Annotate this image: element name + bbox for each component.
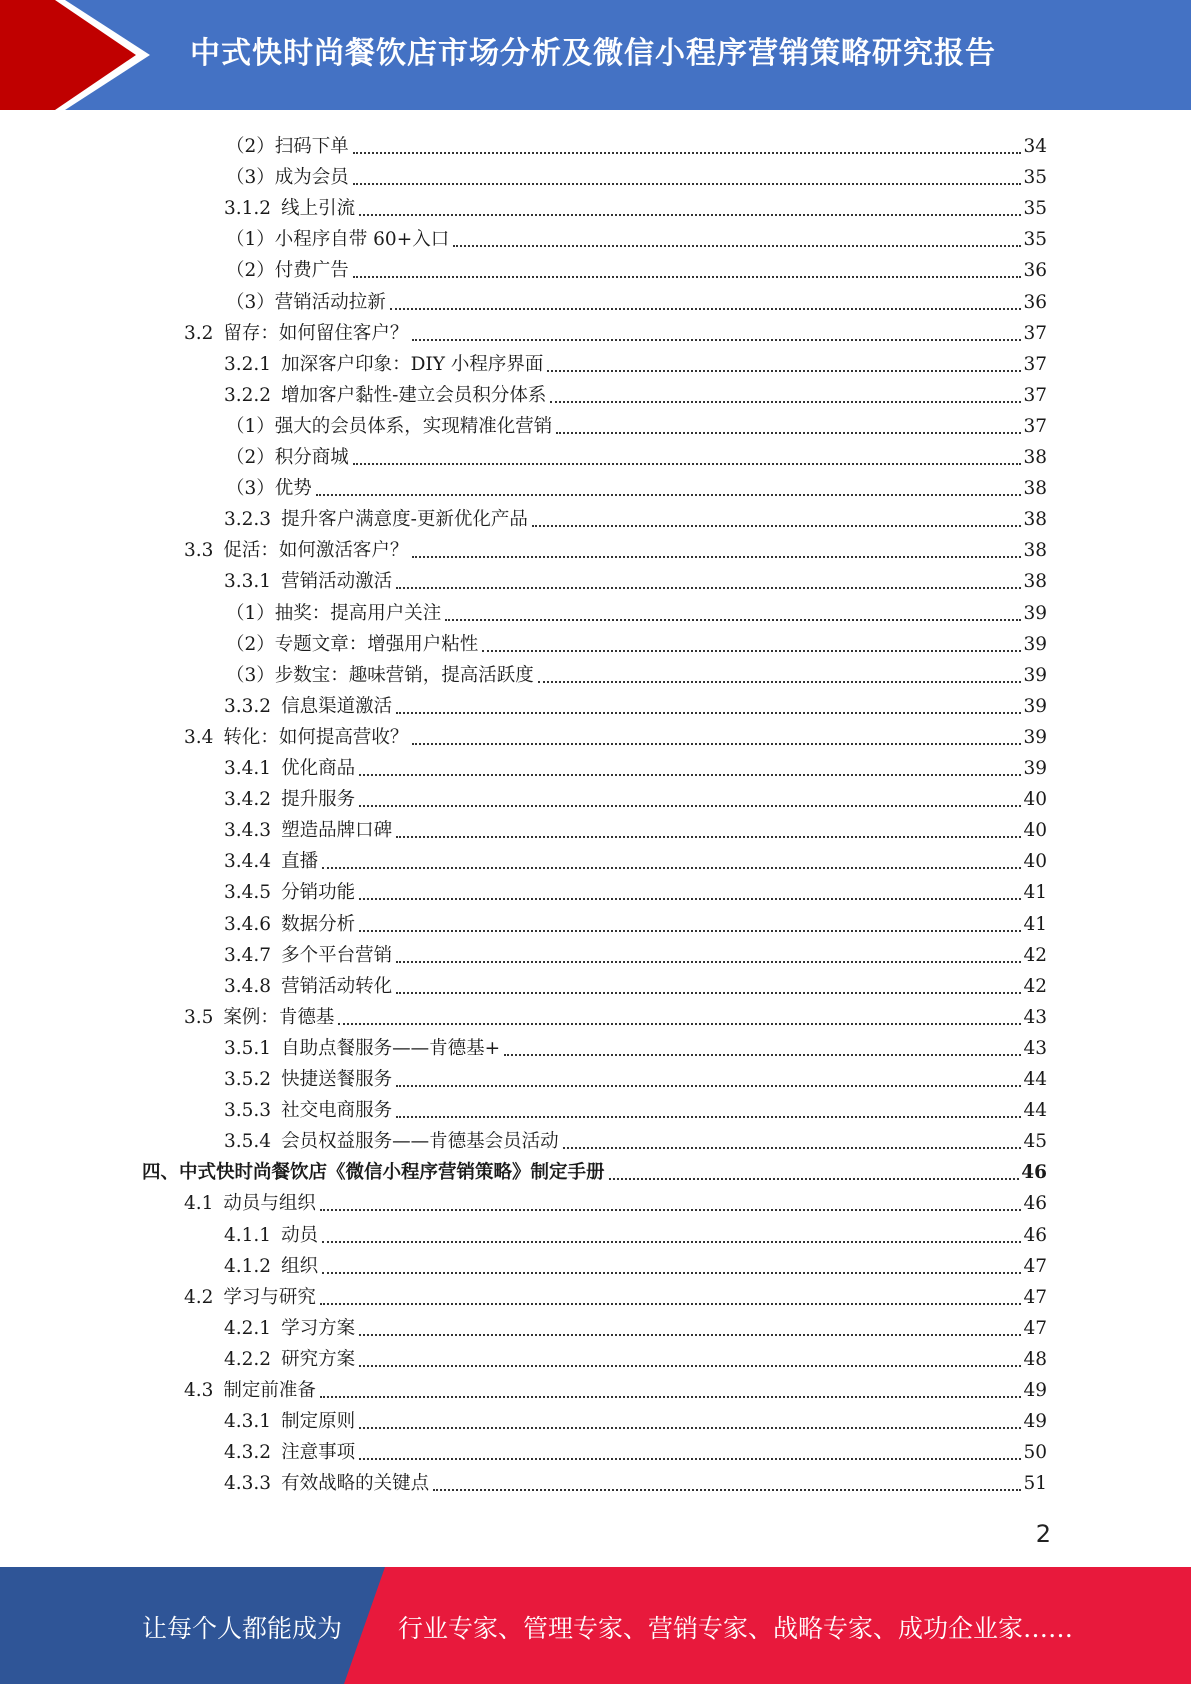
toc-dot-leader [504, 1053, 1021, 1056]
toc-entry-number: 3.3.1 [224, 571, 272, 593]
toc-entry-page: 36 [1023, 260, 1047, 282]
toc-entry[interactable] [184, 315, 1047, 346]
toc-entry-number: 3.4.6 [224, 913, 272, 935]
toc-entry-page: 41 [1023, 913, 1047, 935]
toc-entry-title: 专题文章：增强用户粘性 [274, 633, 479, 655]
toc-entry[interactable] [184, 532, 1047, 563]
toc-entry-page: 40 [1023, 851, 1047, 873]
page-header [0, 0, 1191, 110]
toc-entry-page: 51 [1023, 1473, 1047, 1495]
toc-entry-number: 3.4.3 [224, 820, 272, 842]
toc-entry[interactable] [224, 1061, 1047, 1092]
toc-dot-leader [550, 400, 1021, 403]
toc-entry-title: 抽奖：提高用户关注 [274, 602, 442, 624]
toc-entry-page: 41 [1023, 882, 1047, 904]
toc-entry[interactable] [226, 408, 1047, 439]
toc-entry-page: 43 [1023, 1037, 1047, 1059]
toc-dot-leader [353, 182, 1022, 185]
toc-entry-title: 组织 [281, 1255, 319, 1277]
toc-entry[interactable] [224, 1092, 1047, 1123]
toc-dot-leader [359, 1426, 1021, 1429]
toc-entry-number: （3） [226, 664, 275, 686]
toc-entry-number: 3.2.3 [224, 509, 272, 531]
toc-entry-page: 44 [1023, 1100, 1047, 1122]
toc-entry-title: 数据分析 [281, 913, 356, 935]
toc-entry-title: 线上引流 [281, 198, 356, 220]
toc-entry[interactable] [224, 1310, 1047, 1341]
toc-entry-number: 3.3.2 [224, 695, 272, 717]
toc-entry-page: 42 [1023, 975, 1047, 997]
toc-entry-title: 研究方案 [281, 1348, 356, 1370]
toc-entry-title: 会员权益服务——肯德基会员活动 [281, 1131, 559, 1153]
toc-entry[interactable] [224, 968, 1047, 999]
toc-dot-leader [322, 866, 1021, 869]
toc-entry-page: 40 [1023, 820, 1047, 842]
toc-entry[interactable] [224, 843, 1047, 874]
toc-dot-leader [396, 586, 1021, 589]
toc-entry[interactable] [224, 1123, 1047, 1154]
toc-entry-number: 4.1.1 [224, 1224, 272, 1246]
toc-entry[interactable] [226, 470, 1047, 501]
toc-entry-number: 3.5.4 [224, 1131, 272, 1153]
toc-entry-number: 4.1 [184, 1193, 214, 1215]
toc-entry-title: 转化：如何提高营收？ [223, 726, 409, 748]
toc-dot-leader [563, 1146, 1022, 1149]
toc-entry-title: 营销活动激活 [281, 571, 393, 593]
toc-entry-page: 49 [1023, 1411, 1047, 1433]
toc-entry-page: 46 [1023, 1193, 1047, 1215]
toc-dot-leader [390, 307, 1022, 310]
toc-entry-number: 4.2.1 [224, 1317, 272, 1339]
footer-slogan-left: 让每个人都能成为 [142, 1614, 343, 1643]
toc-entry[interactable] [224, 812, 1047, 843]
toc-entry-number: 3.5.1 [224, 1037, 272, 1059]
toc-entry-title: 促活：如何激活客户？ [223, 540, 409, 562]
toc-dot-leader [396, 960, 1021, 963]
toc-entry-title: 优势 [274, 478, 312, 500]
toc-entry-title: 留存：如何留住客户？ [223, 322, 409, 344]
toc-dot-leader [396, 711, 1021, 714]
toc-entry-title: 增加客户黏性-建立会员积分体系 [281, 384, 547, 406]
toc-entry-number: 4.2.2 [224, 1348, 272, 1370]
toc-entry-page: 36 [1023, 291, 1047, 313]
toc-entry[interactable] [224, 1217, 1047, 1248]
toc-entry-page: 38 [1023, 478, 1047, 500]
toc-entry-page: 40 [1023, 789, 1047, 811]
toc-dot-leader [532, 524, 1022, 527]
toc-entry[interactable] [184, 1185, 1047, 1216]
toc-entry[interactable] [224, 1403, 1047, 1434]
toc-entry-title: 动员 [281, 1224, 319, 1246]
toc-dot-leader [538, 680, 1022, 683]
toc-entry-number: 3.4.4 [224, 851, 272, 873]
toc-entry-title: 动员与组织 [223, 1193, 316, 1215]
toc-entry[interactable] [224, 1341, 1047, 1372]
toc-entry-page: 34 [1023, 136, 1047, 157]
toc-entry-page: 46 [1023, 1224, 1047, 1246]
page-number: 2 [1035, 1520, 1051, 1548]
toc-entry[interactable] [226, 284, 1047, 315]
toc-dot-leader [359, 773, 1021, 776]
toc-dot-leader [396, 835, 1021, 838]
toc-entry[interactable] [224, 937, 1047, 968]
toc-entry-number: （3） [226, 291, 275, 313]
toc-entry-page: 43 [1023, 1006, 1047, 1028]
toc-dot-leader [320, 1208, 1022, 1211]
toc-entry-number: 4.2 [184, 1286, 214, 1308]
toc-entry[interactable] [224, 377, 1047, 408]
toc-dot-leader [322, 1240, 1021, 1243]
toc-entry[interactable] [224, 346, 1047, 377]
toc-entry[interactable] [184, 1372, 1047, 1403]
toc-dot-leader [359, 929, 1021, 932]
toc-entry-page: 39 [1023, 633, 1047, 655]
toc-entry-number: （2） [226, 633, 275, 655]
toc-entry-page: 39 [1023, 726, 1047, 748]
toc-entry-title: 提升客户满意度-更新优化产品 [281, 509, 528, 531]
toc-dot-leader [359, 213, 1021, 216]
toc-entry-page: 38 [1023, 571, 1047, 593]
toc-entry-number: 4.3 [184, 1380, 214, 1401]
toc-entry-page: 39 [1023, 664, 1047, 686]
toc-entry-title: 注意事项 [281, 1442, 356, 1464]
toc-entry-title: 提升服务 [281, 789, 356, 811]
toc-entry[interactable] [226, 159, 1047, 190]
toc-entry-page: 35 [1023, 198, 1047, 220]
toc-dot-leader [609, 1177, 1020, 1180]
toc-entry[interactable] [224, 688, 1047, 719]
toc-entry-title: 自助点餐服务——肯德基+ [281, 1037, 501, 1059]
toc-entry-number: 3.4.8 [224, 975, 272, 997]
toc-dot-leader [353, 151, 1022, 154]
toc-entry-page: 38 [1023, 540, 1047, 562]
toc-entry[interactable] [224, 781, 1047, 812]
toc-entry[interactable] [184, 1279, 1047, 1310]
toc-entry[interactable] [184, 719, 1047, 750]
toc-entry-page: 37 [1023, 353, 1047, 375]
toc-entry-number: （1） [226, 415, 275, 437]
toc-entry-title: 营销活动转化 [281, 975, 393, 997]
toc-entry-title: 优化商品 [281, 758, 356, 779]
toc-entry-number: 3.2 [184, 322, 214, 344]
toc-entry-page: 47 [1023, 1255, 1047, 1277]
toc-entry-number: 3.4.7 [224, 944, 272, 966]
toc-entry-number: 3.4 [184, 726, 214, 748]
toc-entry[interactable] [226, 221, 1047, 252]
toc-entry-page: 35 [1023, 229, 1047, 251]
toc-dot-leader [320, 1302, 1022, 1305]
toc-entry[interactable] [224, 501, 1047, 532]
toc-entry-number: 3.3 [184, 540, 214, 562]
toc-entry-number: 3.2.1 [224, 353, 272, 375]
toc-entry-title: 社交电商服务 [281, 1100, 393, 1122]
toc-entry-page: 49 [1023, 1380, 1047, 1401]
toc-dot-leader [453, 244, 1021, 247]
toc-entry[interactable] [226, 439, 1047, 470]
toc-entry-title: 积分商城 [274, 447, 349, 468]
toc-entry-number: 3.4.5 [224, 882, 272, 904]
toc-entry[interactable] [224, 1248, 1047, 1279]
toc-dot-leader [322, 1271, 1021, 1274]
toc-entry-title: 制定原则 [281, 1411, 356, 1433]
toc-entry[interactable] [226, 595, 1047, 626]
toc-dot-leader [353, 462, 1022, 465]
toc-dot-leader [396, 991, 1021, 994]
toc-entry-title: 有效战略的关键点 [281, 1473, 430, 1495]
toc-dot-leader [359, 1364, 1021, 1367]
toc-entry-number: （2） [226, 260, 275, 282]
footer-slogan-right: 行业专家、管理专家、营销专家、战略专家、成功企业家…… [398, 1614, 1074, 1643]
toc-entry-page: 44 [1023, 1069, 1047, 1090]
toc-entry-page: 45 [1023, 1131, 1047, 1153]
toc-dot-leader [433, 1488, 1021, 1491]
toc-dot-leader [359, 897, 1021, 900]
toc-entry[interactable] [224, 563, 1047, 594]
toc-entry-page: 38 [1023, 447, 1047, 468]
toc-dot-leader [396, 1115, 1021, 1118]
toc-entry-number: （1） [226, 229, 275, 251]
toc-entry-number: （3） [226, 478, 275, 500]
toc-entry-title: 营销活动拉新 [274, 291, 386, 313]
toc-dot-leader [412, 742, 1021, 745]
toc-entry-title: 小程序自带 60+入口 [274, 229, 450, 251]
toc-entry-title: 塑造品牌口碑 [281, 820, 393, 842]
toc-entry-title: 直播 [281, 851, 319, 873]
toc-entry-page: 47 [1023, 1286, 1047, 1308]
toc-entry-number: 4.3.2 [224, 1442, 272, 1464]
toc-entry-title: 成为会员 [274, 167, 349, 189]
toc-entry[interactable] [224, 1465, 1047, 1496]
toc-entry[interactable] [226, 657, 1047, 688]
toc-dot-leader [359, 804, 1021, 807]
toc-entry-title: 快捷送餐服务 [281, 1069, 393, 1090]
toc-entry-number: 3.5.2 [224, 1069, 272, 1090]
toc-entry-page: 37 [1023, 415, 1047, 437]
page-footer [0, 1567, 1191, 1684]
toc-entry-page: 48 [1023, 1348, 1047, 1370]
toc-entry-number: （2） [226, 136, 275, 157]
toc-entry-title: 加深客户印象：DIY 小程序界面 [281, 353, 544, 375]
toc-entry-title: 多个平台营销 [281, 944, 393, 966]
toc-dot-leader [482, 649, 1021, 652]
toc-entry[interactable] [224, 750, 1047, 781]
toc-entry-number: 3.1.2 [224, 198, 272, 220]
toc-dot-leader [445, 618, 1021, 621]
toc-entry-title: 学习与研究 [223, 1286, 316, 1308]
toc-entry-number: 4.3.1 [224, 1411, 272, 1433]
toc-entry[interactable] [226, 252, 1047, 283]
toc-entry-title: 步数宝：趣味营销，提高活跃度 [274, 664, 534, 686]
toc-entry[interactable] [224, 190, 1047, 221]
toc-dot-leader [396, 1084, 1021, 1087]
toc-entry-number: 3.2.2 [224, 384, 272, 406]
toc-entry-page: 35 [1023, 167, 1047, 189]
toc-entry-page: 39 [1023, 695, 1047, 717]
toc-entry-number: （3） [226, 167, 275, 189]
toc-dot-leader [359, 1333, 1021, 1336]
toc-entry[interactable] [226, 128, 1047, 159]
toc-entry-page: 39 [1023, 758, 1047, 779]
toc-entry-number: 3.5.3 [224, 1100, 272, 1122]
toc-entry[interactable] [142, 1154, 1047, 1185]
toc-entry-title: 强大的会员体系，实现精准化营销 [274, 415, 553, 437]
toc-entry-title: 学习方案 [281, 1317, 356, 1339]
header-red-chevron-icon [0, 0, 150, 110]
toc-dot-leader [353, 275, 1022, 278]
toc-dot-leader [320, 1395, 1022, 1398]
toc-entry-title: 案例：肯德基 [223, 1006, 335, 1028]
toc-entry[interactable] [184, 999, 1047, 1030]
toc-entry-number: 4.3.3 [224, 1473, 272, 1495]
toc-entry-page: 39 [1023, 602, 1047, 624]
toc-entry-number: 3.4.2 [224, 789, 272, 811]
toc-entry-number: 3.4.1 [224, 758, 272, 779]
toc-entry[interactable] [224, 1030, 1047, 1061]
toc-entry-number: 4.1.2 [224, 1255, 272, 1277]
toc-dot-leader [359, 1457, 1021, 1460]
toc-entry-page: 46 [1021, 1162, 1047, 1184]
toc-entry-title: 制定前准备 [223, 1380, 316, 1401]
toc-entry[interactable] [224, 874, 1047, 905]
toc-entry-page: 50 [1023, 1442, 1047, 1464]
toc-entry-number: （2） [226, 447, 275, 468]
toc-entry[interactable] [226, 626, 1047, 657]
toc-entry-page: 37 [1023, 384, 1047, 406]
toc-entry-number: 四、 [142, 1162, 180, 1184]
toc-entry-title: 付费广告 [274, 260, 349, 282]
toc-entry-page: 38 [1023, 509, 1047, 531]
toc-dot-leader [412, 338, 1021, 341]
toc-dot-leader [316, 493, 1022, 496]
toc-dot-leader [547, 369, 1021, 372]
toc-entry-page: 37 [1023, 322, 1047, 344]
toc-dot-leader [338, 1022, 1021, 1025]
toc-entry-page: 42 [1023, 944, 1047, 966]
report-title: 中式快时尚餐饮店市场分析及微信小程序营销策略研究报告 [190, 36, 996, 71]
toc-entry-page: 47 [1023, 1317, 1047, 1339]
toc-entry-title: 中式快时尚餐饮店《微信小程序营销策略》制定手册 [179, 1162, 605, 1184]
toc-entry-title: 信息渠道激活 [281, 695, 393, 717]
toc-entry-number: 3.5 [184, 1006, 214, 1028]
toc-entry-title: 扫码下单 [274, 136, 349, 157]
toc-entry[interactable] [224, 906, 1047, 937]
toc-dot-leader [412, 555, 1021, 558]
toc-entry-title: 分销功能 [281, 882, 356, 904]
toc-entry[interactable] [224, 1434, 1047, 1465]
toc-dot-leader [556, 431, 1021, 434]
toc-entry-number: （1） [226, 602, 275, 624]
